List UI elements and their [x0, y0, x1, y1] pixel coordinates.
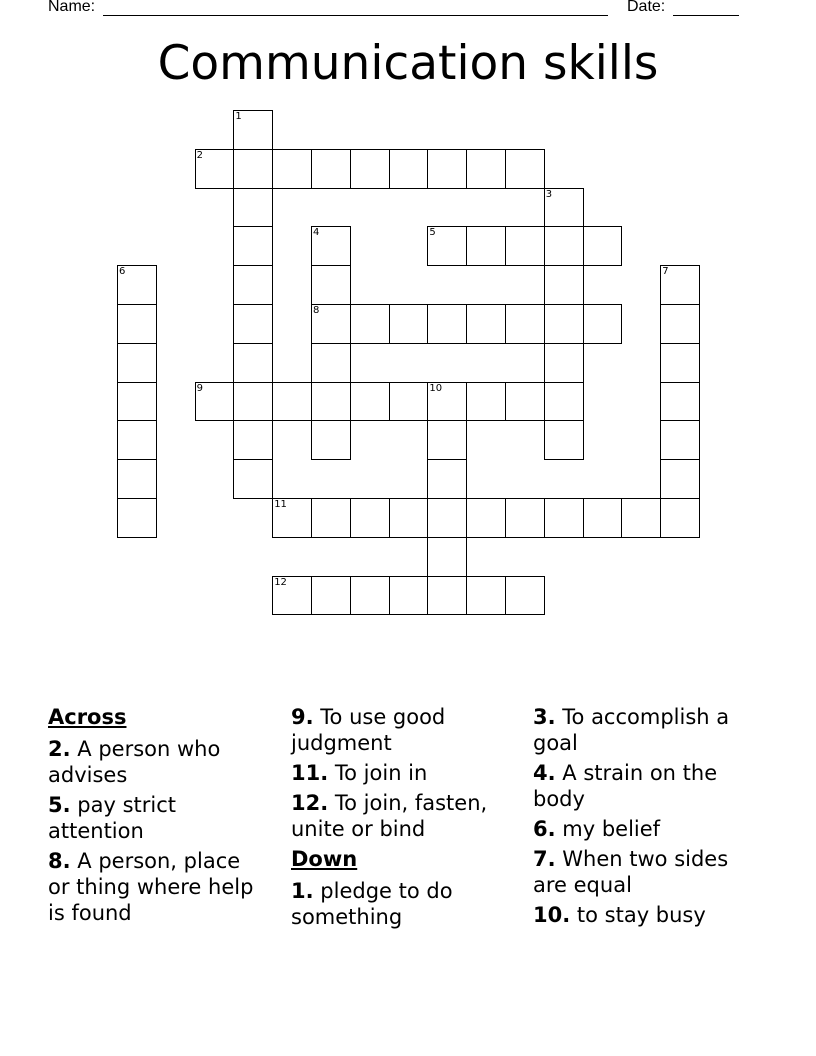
grid-cell[interactable] [660, 459, 700, 499]
grid-cell[interactable] [350, 576, 390, 616]
grid-cell[interactable] [233, 226, 273, 266]
grid-cell[interactable] [505, 382, 545, 422]
clue-across-5: 5. pay strict attention [48, 793, 177, 843]
grid-cell[interactable] [544, 304, 584, 344]
grid-cell[interactable] [389, 498, 429, 538]
grid-cell[interactable] [350, 304, 390, 344]
grid-cell[interactable] [233, 420, 273, 460]
grid-cell[interactable] [117, 382, 157, 422]
grid-cell[interactable] [427, 420, 467, 460]
grid-cell[interactable] [311, 304, 351, 344]
grid-cell[interactable] [195, 382, 235, 422]
grid-cell[interactable] [544, 420, 584, 460]
grid-cell[interactable] [350, 382, 390, 422]
grid-cell[interactable] [117, 420, 157, 460]
clue-down-10: 10. to stay busy [533, 903, 706, 927]
grid-cell[interactable] [311, 576, 351, 616]
grid-cell[interactable] [427, 576, 467, 616]
grid-cell[interactable] [272, 498, 312, 538]
grid-cell[interactable] [233, 110, 273, 150]
grid-cell[interactable] [233, 459, 273, 499]
grid-cell[interactable] [466, 382, 506, 422]
cell-number: 9 [196, 382, 203, 394]
grid-cell[interactable] [660, 382, 700, 422]
grid-cell[interactable] [544, 382, 584, 422]
clue-down-1: 1. pledge to do something [291, 879, 453, 929]
name-label: Name: [48, 0, 96, 15]
cell-number: 1 [235, 111, 242, 122]
grid-cell[interactable] [660, 420, 700, 460]
grid-cell[interactable] [350, 149, 390, 189]
grid-cell[interactable] [660, 498, 700, 538]
grid-cell[interactable] [660, 343, 700, 383]
grid-cell[interactable] [117, 343, 157, 383]
grid-cell[interactable] [117, 304, 157, 344]
grid-cell[interactable] [389, 149, 429, 189]
grid-cell[interactable] [466, 498, 506, 538]
grid-cell[interactable] [544, 265, 584, 305]
clue-down-3: 3. To accomplish a goal [533, 705, 730, 755]
puzzle-title: Communication skills [157, 36, 659, 91]
grid-cell[interactable] [427, 459, 467, 499]
grid-cell[interactable] [544, 498, 584, 538]
grid-cell[interactable] [544, 343, 584, 383]
grid-cell[interactable] [233, 265, 273, 305]
grid-cell[interactable] [233, 382, 273, 422]
grid-cell[interactable] [311, 226, 351, 266]
grid-cell[interactable] [505, 498, 545, 538]
down-heading: Down [291, 847, 358, 871]
grid-cell[interactable] [272, 149, 312, 189]
clue-across-2: 2. A person who advises [48, 737, 221, 787]
grid-cell[interactable] [621, 498, 661, 538]
grid-cell[interactable] [466, 226, 506, 266]
grid-cell[interactable] [466, 576, 506, 616]
grid-cell[interactable] [544, 226, 584, 266]
grid-cell[interactable] [427, 537, 467, 577]
grid-cell[interactable] [389, 576, 429, 616]
grid-cell[interactable] [505, 149, 545, 189]
grid-cell[interactable] [427, 149, 467, 189]
grid-cell[interactable] [311, 343, 351, 383]
clue-across-9: 9. To use good judgment [291, 705, 446, 755]
grid-cell[interactable] [660, 304, 700, 344]
clue-column-2 [291, 704, 511, 934]
grid-cell[interactable] [233, 304, 273, 344]
grid-cell[interactable] [389, 382, 429, 422]
clue-across-12: 12. To join, fasten, unite or bind [291, 791, 488, 841]
grid-cell[interactable] [117, 459, 157, 499]
grid-cell[interactable] [272, 382, 312, 422]
grid-cell[interactable] [660, 265, 700, 305]
grid-cell[interactable] [195, 149, 235, 189]
cell-number: 8 [313, 305, 320, 316]
cell-number: 7 [662, 266, 669, 278]
grid-cell[interactable] [311, 149, 351, 189]
clue-down-7: 7. When two sides are equal [533, 847, 729, 897]
grid-cell[interactable] [544, 188, 584, 228]
grid-cell[interactable] [311, 265, 351, 305]
cell-number: 4 [313, 227, 320, 239]
grid-cell[interactable] [583, 498, 623, 538]
grid-cell[interactable] [427, 382, 467, 422]
grid-cell[interactable] [505, 576, 545, 616]
grid-cell[interactable] [583, 304, 623, 344]
cell-number: 6 [119, 266, 126, 278]
clue-column-1 [48, 704, 268, 930]
grid-cell[interactable] [350, 498, 390, 538]
clue-column-3 [533, 704, 763, 932]
grid-cell[interactable] [272, 576, 312, 616]
grid-cell[interactable] [117, 498, 157, 538]
grid-cell[interactable] [233, 188, 273, 228]
cell-number: 2 [196, 149, 203, 161]
date-label: Date: [627, 0, 666, 15]
cell-number: 11 [274, 499, 287, 510]
clue-across-8: 8. A person, place or thing where help is found [48, 849, 254, 925]
grid-cell[interactable] [311, 498, 351, 538]
cell-number: 3 [545, 188, 553, 200]
cell-number: 5 [429, 227, 436, 239]
cell-number: 10 [429, 382, 443, 394]
grid-cell[interactable] [233, 149, 273, 189]
cell-number: 12 [274, 576, 287, 588]
grid-cell[interactable] [466, 304, 506, 344]
clue-down-6: 6. my belief [533, 817, 661, 841]
clue-down-4: 4. A strain on the body [533, 761, 718, 811]
grid-cell[interactable] [311, 382, 351, 422]
grid-cell[interactable] [117, 265, 157, 305]
grid-cell[interactable] [427, 226, 467, 266]
grid-cell[interactable] [505, 226, 545, 266]
clue-across-11: 11. To join in [291, 761, 428, 785]
grid-cell[interactable] [583, 226, 623, 266]
grid-cell[interactable] [505, 304, 545, 344]
grid-cell[interactable] [427, 498, 467, 538]
grid-cell[interactable] [311, 420, 351, 460]
grid-cell[interactable] [233, 343, 273, 383]
grid-cell[interactable] [466, 149, 506, 189]
grid-cell[interactable] [427, 304, 467, 344]
across-heading: Across [48, 705, 127, 729]
grid-cell[interactable] [389, 304, 429, 344]
